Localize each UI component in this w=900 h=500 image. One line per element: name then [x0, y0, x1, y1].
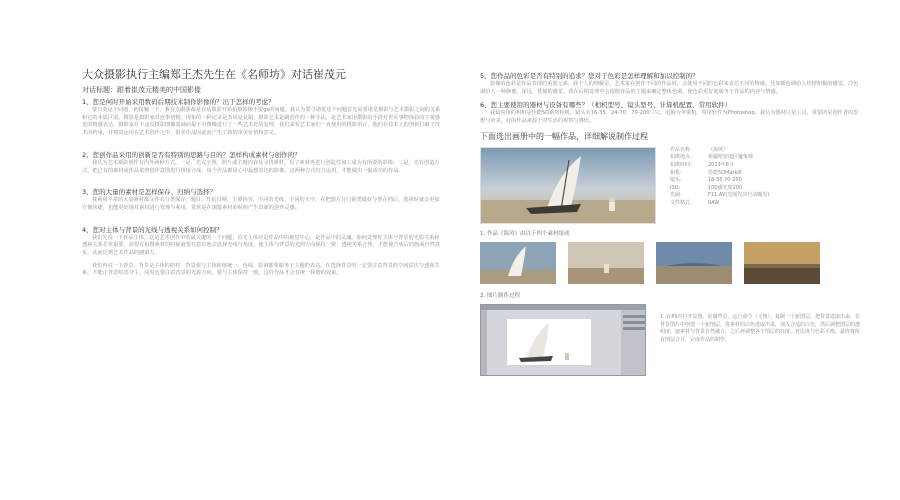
answer-1: 蒙日英这个问题，初接触一下，我有点跟我都是自从摄影开始拍摄影像不要gs的问题。我认为要寻诸觉这个问题首先需要诸觉摄影与艺术摄影之间的关系和它的本质区别。摄影是摄影家对连事情物，现象的一种记录是表说是复制，摄影艺术是跳创作的一种手法，是艺术家用摄影的手段对世实事物体验的主观感觉的情感表达。摄影家在不违反摄影图像基础前提下对图像进行了一些艺术化的处理。我们来看艺术家们一直使用的摄影语言，他们在技术上的创新打破了技术的约束，并将其运用在艺术创作之中，很多作品因此而产生了新的审美价值和意义。 — [82, 107, 441, 137]
right-page — [458, 0, 900, 500]
question-3: 3、您的大量的素材是怎样保存、归纳与选择？ — [82, 188, 217, 197]
section-title: 下面选出画册中的一幅作品，详细解说制作过程 — [480, 131, 648, 141]
caption-materials: 1. 作品《海风》由以下四个素材组成 — [480, 230, 570, 237]
article-subtitle: 对话标题：跟着崔茂元精美的中国影像 — [82, 86, 201, 94]
caption-process: 2. 图片制作过程 — [480, 292, 520, 299]
thumbnail-1 — [480, 242, 556, 284]
question-6: 6、您主要使用的器材与设备有哪些？（相机型号、镜头型号、计算机配置、常用软件） — [480, 101, 732, 110]
featured-photo — [480, 147, 656, 224]
question-2: 2、您创作品采用的创新是否有特别的思路与目的？怎样构成素材与创作的？ — [82, 150, 301, 159]
question-5: 5、您作品的色彩是否有特别的追求？您对于色彩是怎样理解和加以控制的？ — [480, 72, 699, 80]
featured-photo-image — [481, 148, 655, 223]
photoshop-screenshot — [480, 304, 646, 376]
photoshop-screenshot-image — [481, 305, 646, 375]
thumbnail-4 — [744, 242, 820, 284]
thumbnail-3 — [656, 242, 732, 284]
process-description: 1. 在PS中打开原图，复制背景，运行命令（文图），复制一个新图层，把背景选取出来，在背景图片中创建一个新图层，将素材的白色选取出来，加入合适的白色，然后调整图层的透明度，使素材与背景自然融合，之后再调整各个图层的亮度、对比度与色彩平衡，最终将所有图层合并，完成作品的制作。 — [659, 313, 861, 344]
material-thumbnails — [480, 242, 860, 284]
answer-4: 我们先说一下作品主体，这是艺术创作中的最关键的一个问题，首先主体应是作品中的视觉中心，是作品中的灵魂。如何处理好主体与背景的光影关系和透视关系非常重要，需要在拍摄素材的时候就要有意识地去选择光线与角度，使主体与背景的光照方向保持一致，透视关系合理，才能使合成后的画面自然真实，从而达到艺术作品的感染力。 — [82, 234, 440, 257]
answer-3: 我利用平常的大量素材都文件夹分类保存，题目、开拍日期、主要内容、不同的光线、不同的天空，在把图片分门别类做好分类存档后，选择时就会更加方便快捷，也能更好地对素材进行管理与利用，常常是在浏览素材的时候产生出新的创作灵感。 — [82, 197, 440, 211]
question-1: 1、您是何时开始采用数码后期技术制作影像的？出于怎样的考虑？ — [82, 98, 275, 106]
answer-5: 影像的色彩是作品表现的重要元素，我个人的理解是，艺术家在创作不同的作品时，会使用不同的色彩来表达不同的情感。比如暖色调给人热情积极的感觉，冷色调给人一种静谧、深远、忧郁的感觉。我在后期处理中会根据作品的主题来确定整体色调，使色彩更好地服务于作品的内容与情感。 — [480, 81, 859, 95]
answer-2: 我认为艺术摄影创作有内外两种方式。一是，先完全照，照片或主题内容及寻找素材，有了素材再进行创造性加工成为有所要的影像；二是，先有创造方式，把已有的素材或作品依照创作意图进行拼接合成，每个作品都是心中最想表达的影像。这两种方式结合运用，才能做出一幅成功的作品。 — [82, 159, 440, 174]
article-title: 大众摄影执行主编郑王杰先生在《名师坊》对话崔茂元 — [82, 68, 346, 81]
thumbnail-2 — [568, 242, 644, 284]
photo-metadata: 作品名称： 《海风》 拍摄地点： 新疆哈密地区魔鬼城 拍摄时间： 2013年8月 相机： 佳能5DMarkIII 镜头： 16-35 70-200 ISO： 100感光度200 光圈： F11,AV(光圈先决自动曝光) 文件格式： RAW — [670, 146, 770, 206]
answer-4b: 我们再说一下背景。背景是主体的陪衬，背景要与主体和谐统一，色调、影调都要服务于主题的表达。在选择背景时一定要注意背景的空间层次与透视关系，不能让背景喧宾夺主，同时也要注意背景的光源方向，要与主体保持一致，这样作品才会有统一和谐的效果。 — [82, 262, 440, 277]
answer-6: 我最常用的相机是佳能5D系列相机，镜头有16-35、24-70、70-200三只，电脑为苹果机，常用软件为Photoshop。我认为器材只是工具，重要的是创作者的思想与审美，好的作品来源于对生活的观察与感悟。 — [480, 110, 859, 125]
question-4: 4、您对主体与背景的光线与透视关系如何控制？ — [82, 225, 223, 234]
